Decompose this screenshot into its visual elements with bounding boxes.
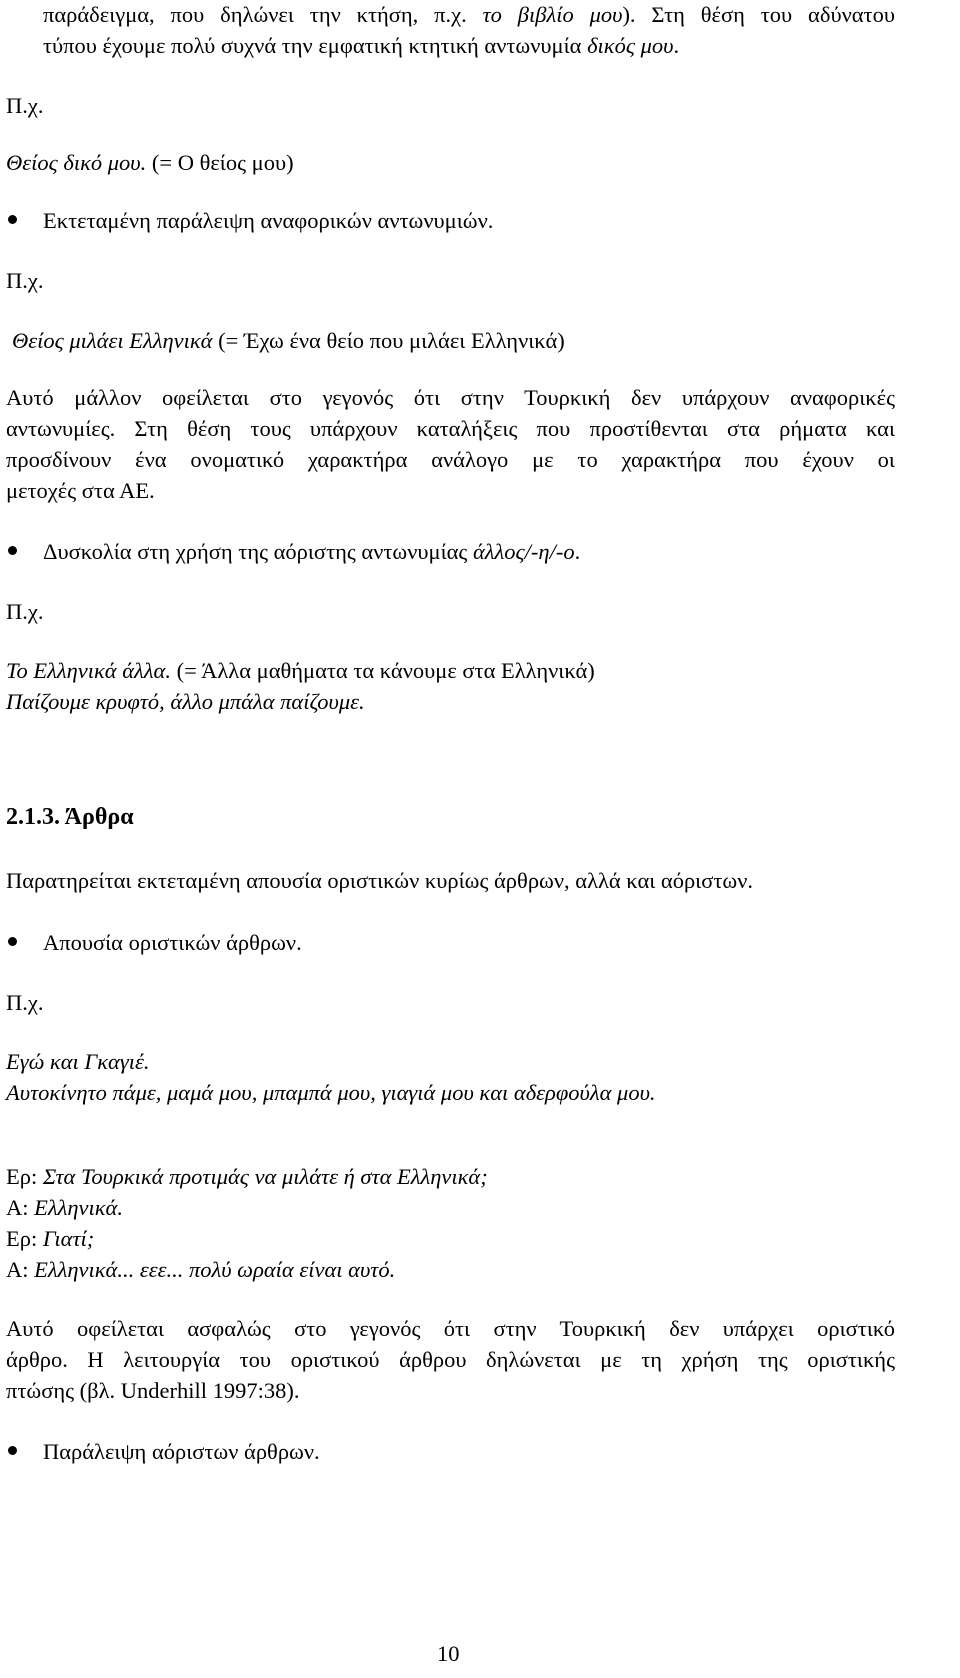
example-sentence — [6, 152, 294, 175]
section-heading: 2.1.3. Άρθρα — [6, 804, 134, 830]
paragraph-line: προσδίνουν ένα ονοματικό χαρακτήρα ανάλογο με το χαρακτήρα που έχουν οι — [6, 447, 895, 472]
italic-text: Αυτοκίνητο πάμε, μαμά μου, μπαμπά μου, γιαγιά μου και αδερφούλα μου. — [6, 1080, 656, 1105]
bullet-icon — [8, 937, 17, 946]
example-label: Π.χ. — [6, 93, 44, 118]
speaker-label: Α: — [6, 1195, 35, 1220]
bullet-icon — [8, 546, 17, 555]
text: . — [574, 539, 581, 564]
italic-text: Θείος μιλάει Ελληνικά — [12, 328, 213, 353]
dialog-text: Γιατί; — [42, 1226, 95, 1251]
paragraph-line — [43, 4, 895, 27]
text: παράδειγμα, που δηλώνει την κτήση, π.χ. — [43, 2, 483, 27]
gloss-text: (= Ο θείος μου) — [146, 150, 294, 175]
dialog-line — [6, 1259, 395, 1282]
example-sentence — [12, 330, 565, 353]
italic-text: Το Ελληνικά άλλα. — [6, 658, 171, 683]
text: Δυσκολία στη χρήση της αόριστης αντωνυμίας — [43, 539, 473, 564]
bullet-icon — [8, 1446, 17, 1455]
example-sentence — [6, 1082, 656, 1105]
italic-text: άλλος/-η/-ο — [472, 539, 575, 564]
text: τύπου έχουμε πολύ συχνά την εμφατική κτητική αντωνυμία — [43, 33, 588, 58]
paragraph-line: Αυτό μάλλον οφείλεται στο γεγονός ότι στην Τουρκική δεν υπάρχουν αναφορικές — [6, 385, 895, 410]
paragraph-line: Αυτό οφείλεται ασφαλώς στο γεγονός ότι στην Τουρκική δεν υπάρχει οριστικό — [6, 1316, 895, 1341]
dialog-line — [6, 1166, 488, 1189]
bullet-item: Απουσία οριστικών άρθρων. — [43, 930, 302, 955]
example-label: Π.χ. — [6, 268, 44, 293]
example-sentence — [6, 1051, 149, 1074]
bullet-item: Εκτεταμένη παράλειψη αναφορικών αντωνυμιών. — [43, 208, 494, 233]
paragraph-line: μετοχές στα ΑΕ. — [6, 478, 155, 503]
paragraph-line: Παρατηρείται εκτεταμένη απουσία οριστικών κυρίως άρθρων, αλλά και αόριστων. — [6, 868, 754, 893]
italic-text: Παίζουμε κρυφτό, άλλο μπάλα παίζουμε. — [6, 689, 365, 714]
bullet-icon — [8, 215, 17, 224]
bullet-item: Παράλειψη αόριστων άρθρων. — [43, 1439, 320, 1464]
dialog-text: Ελληνικά... εεε... πολύ ωραία είναι αυτό. — [34, 1257, 396, 1282]
dialog-text: Ελληνικά. — [34, 1195, 123, 1220]
text: ). Στη θέση του αδύνατου — [622, 2, 895, 27]
gloss-text: (= Έχω ένα θείο που μιλάει Ελληνικά) — [212, 328, 565, 353]
page-number: 10 — [437, 1641, 460, 1666]
italic-text: Εγώ και Γκαγιέ. — [6, 1049, 150, 1074]
example-sentence — [6, 660, 595, 683]
speaker-label: Α: — [6, 1257, 35, 1282]
dialog-line — [6, 1197, 123, 1220]
gloss-text: (= Άλλα μαθήματα τα κάνουμε στα Ελληνικά) — [170, 658, 595, 683]
speaker-label: Ερ: — [6, 1164, 43, 1189]
italic-text: δικός μου — [587, 33, 674, 58]
bullet-item — [43, 541, 580, 564]
example-sentence — [6, 691, 365, 714]
paragraph-line: πτώσης (βλ. Underhill 1997:38). — [6, 1378, 300, 1403]
speaker-label: Ερ: — [6, 1226, 43, 1251]
paragraph-line: αντωνυμίες. Στη θέση τους υπάρχουν καταλήξεις που προστίθενται στα ρήματα και — [6, 416, 895, 441]
example-label: Π.χ. — [6, 990, 44, 1015]
example-label: Π.χ. — [6, 599, 44, 624]
dialog-text: Στα Τουρκικά προτιμάς να μιλάτε ή στα Ελληνικά; — [42, 1164, 488, 1189]
dialog-line — [6, 1228, 94, 1251]
paragraph-line — [43, 35, 679, 58]
italic-text: το βιβλίο μου — [482, 2, 623, 27]
italic-text: Θείος δικό μου. — [6, 150, 147, 175]
text: . — [673, 33, 680, 58]
paragraph-line: άρθρο. Η λειτουργία του οριστικού άρθρου δηλώνεται με τη χρήση της οριστικής — [6, 1347, 895, 1372]
